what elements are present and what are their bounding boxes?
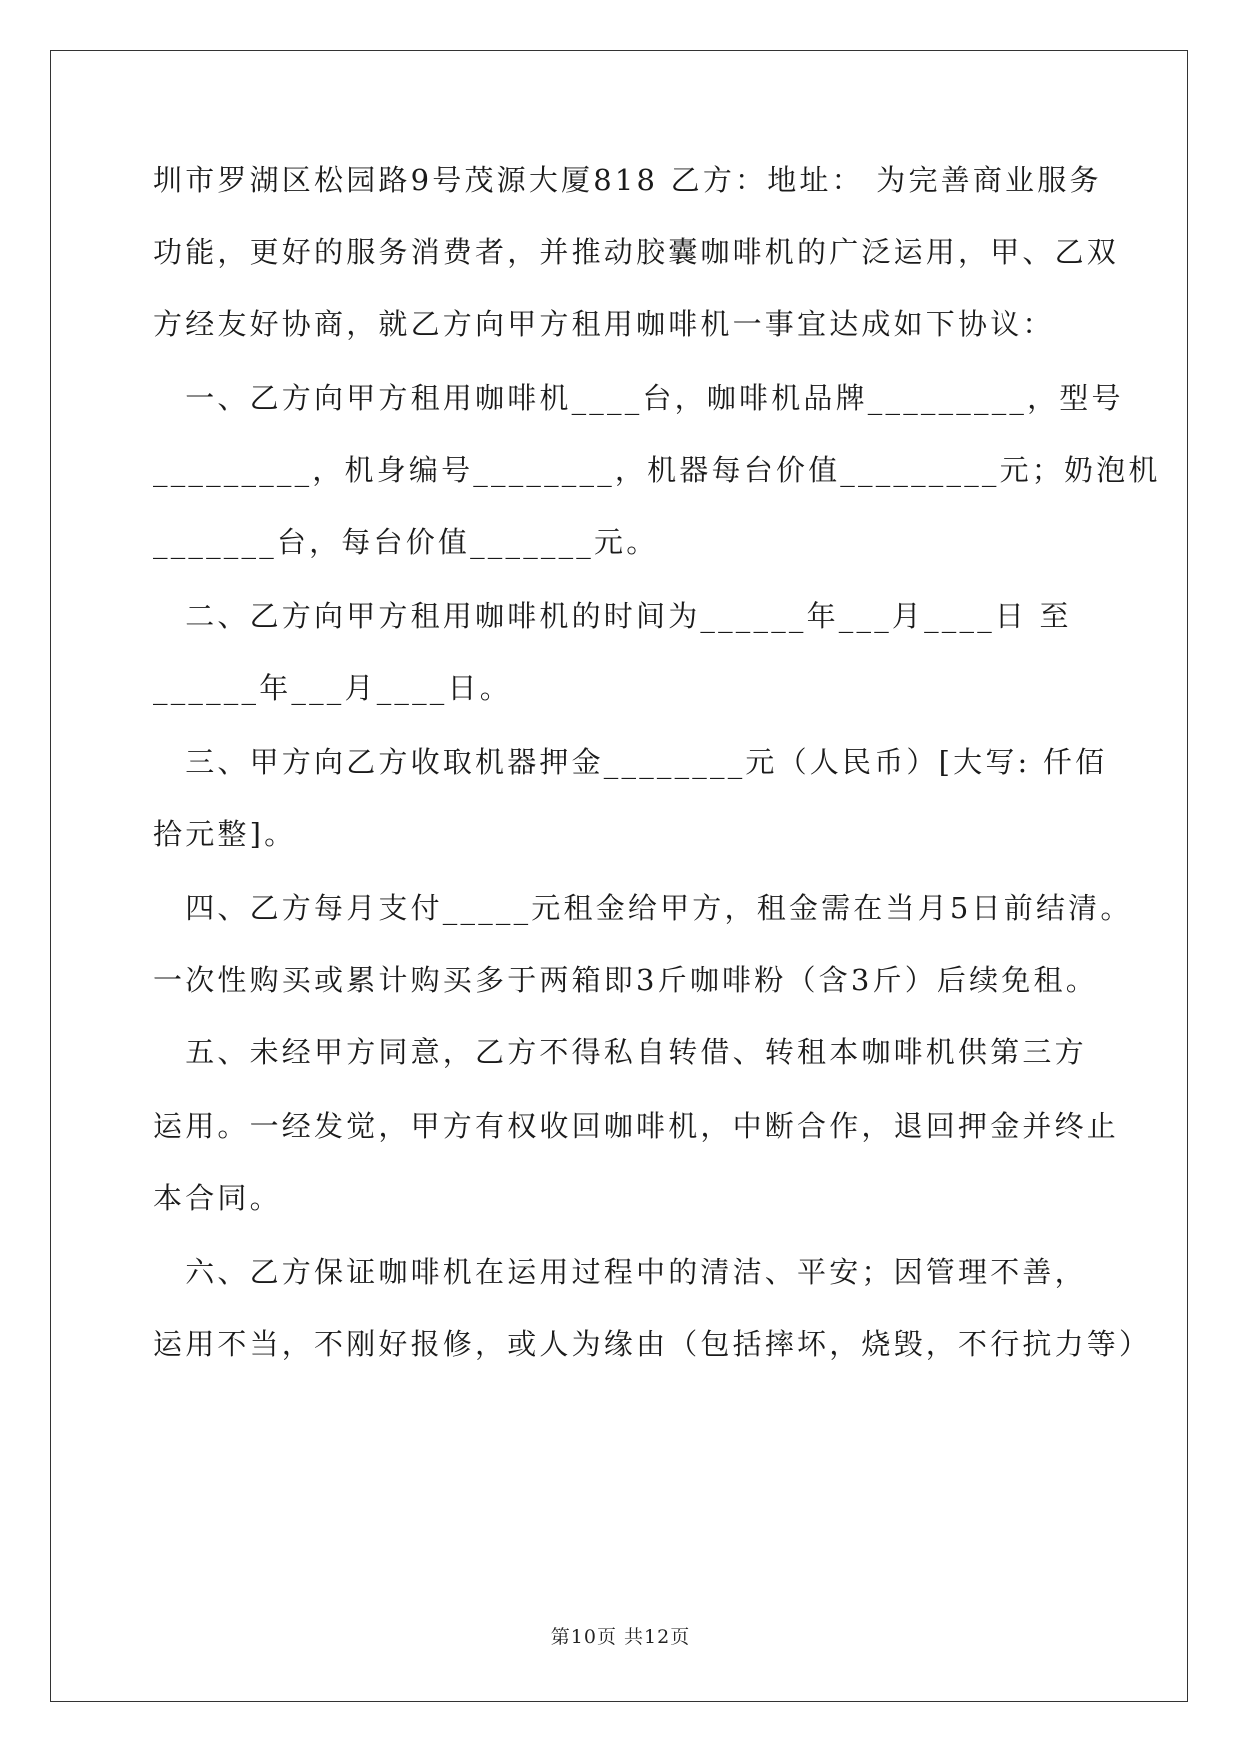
- text-line: 六、乙方保证咖啡机在运用过程中的清洁、平安；因管理不善，: [153, 1255, 1087, 1289]
- text-line: 方经友好协商，就乙方向甲方租用咖啡机一事宜达成如下协议：: [153, 307, 1055, 341]
- text-line: 四、乙方每月支付_____元租金给甲方，租金需在当月5日前结清。: [153, 891, 1133, 925]
- text-line: 五、未经甲方同意，乙方不得私自转借、转租本咖啡机供第三方: [153, 1035, 1087, 1069]
- text-line: _________，机身编号________，机器每台价值_________元；奶泡机: [153, 453, 1161, 487]
- text-line: ______年___月____日。: [153, 671, 512, 705]
- text-line: 本合同。: [153, 1181, 282, 1215]
- text-line: 运用不当，不刚好报修，或人为缘由（包括摔坏，烧毁，不行抗力等）: [153, 1327, 1152, 1361]
- text-line: 圳市罗湖区松园路9号茂源大厦818 乙方：地址： 为完善商业服务: [153, 163, 1102, 197]
- text-line: 功能，更好的服务消费者，并推动胶囊咖啡机的广泛运用，甲、乙双: [153, 235, 1120, 269]
- text-line: 运用。一经发觉，甲方有权收回咖啡机，中断合作，退回押金并终止: [153, 1109, 1120, 1143]
- text-line: 一次性购买或累计购买多于两箱即3斤咖啡粉（含3斤）后续免租。: [153, 963, 1098, 997]
- text-line: _______台，每台价值_______元。: [153, 525, 659, 559]
- page-number: 第10页 共12页: [550, 1626, 691, 1648]
- text-line: 二、乙方向甲方租用咖啡机的时间为______年___月____日 至: [153, 599, 1072, 633]
- text-line: 三、甲方向乙方收取机器押金________元（人民币）[大写: 仟佰: [153, 745, 1108, 779]
- text-line: 一、乙方向甲方租用咖啡机____台，咖啡机品牌_________，型号: [153, 381, 1124, 415]
- text-line: 拾元整]。: [153, 817, 297, 851]
